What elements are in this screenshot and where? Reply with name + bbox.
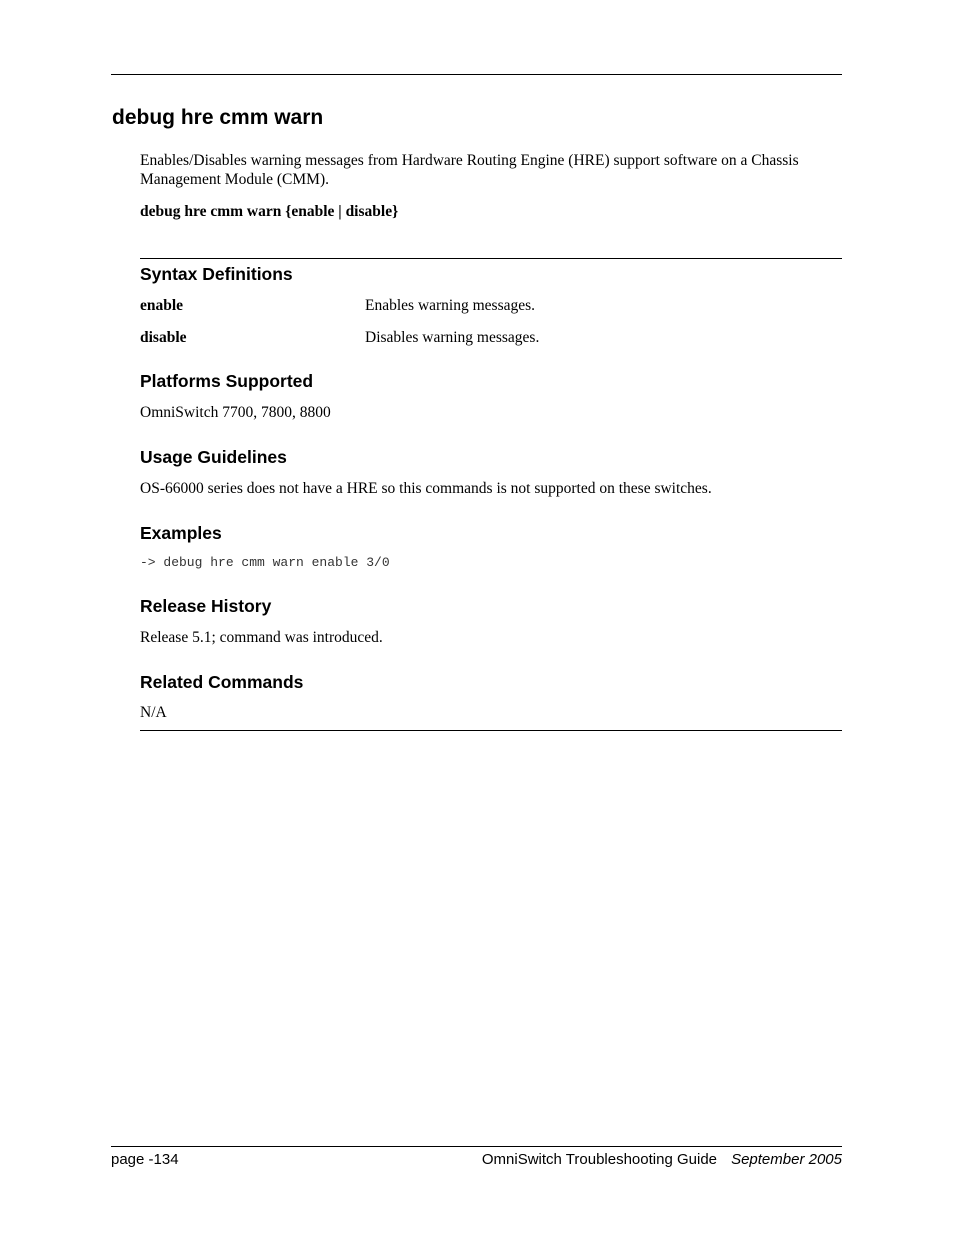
examples-heading: Examples: [140, 523, 222, 543]
footer-date: September 2005: [731, 1151, 842, 1168]
description-line-1: Enables/Disables warning messages from Hardware Routing Engine (HRE) support software on a Chassis: [140, 152, 799, 169]
platforms-text: OmniSwitch 7700, 7800, 8800: [140, 404, 331, 421]
usage-heading: Usage Guidelines: [140, 447, 287, 467]
definition-disable: Disables warning messages.: [365, 329, 540, 346]
command-syntax: debug hre cmm warn {enable | disable}: [140, 203, 399, 220]
related-heading: Related Commands: [140, 672, 304, 692]
footer-rule: [111, 1146, 842, 1147]
release-text: Release 5.1; command was introduced.: [140, 629, 383, 646]
definition-enable: Enables warning messages.: [365, 297, 536, 314]
release-heading: Release History: [140, 596, 272, 616]
syntax-rule: [140, 258, 842, 259]
related-text: N/A: [140, 704, 167, 721]
top-rule: [111, 74, 842, 75]
page-title: debug hre cmm warn: [112, 106, 324, 129]
description-line-2: Management Module (CMM).: [140, 171, 329, 188]
example-code: -> debug hre cmm warn enable 3/0: [140, 555, 390, 570]
term-disable: disable: [140, 329, 187, 346]
usage-text: OS-66000 series does not have a HRE so this commands is not supported on these switches.: [140, 480, 712, 497]
section-end-rule: [140, 730, 842, 731]
syntax-definitions-heading: Syntax Definitions: [140, 264, 293, 284]
platforms-heading: Platforms Supported: [140, 371, 314, 391]
footer-guide-title: OmniSwitch Troubleshooting Guide: [481, 1151, 717, 1168]
footer-page-number: page -134: [111, 1151, 179, 1168]
term-enable: enable: [140, 297, 184, 314]
